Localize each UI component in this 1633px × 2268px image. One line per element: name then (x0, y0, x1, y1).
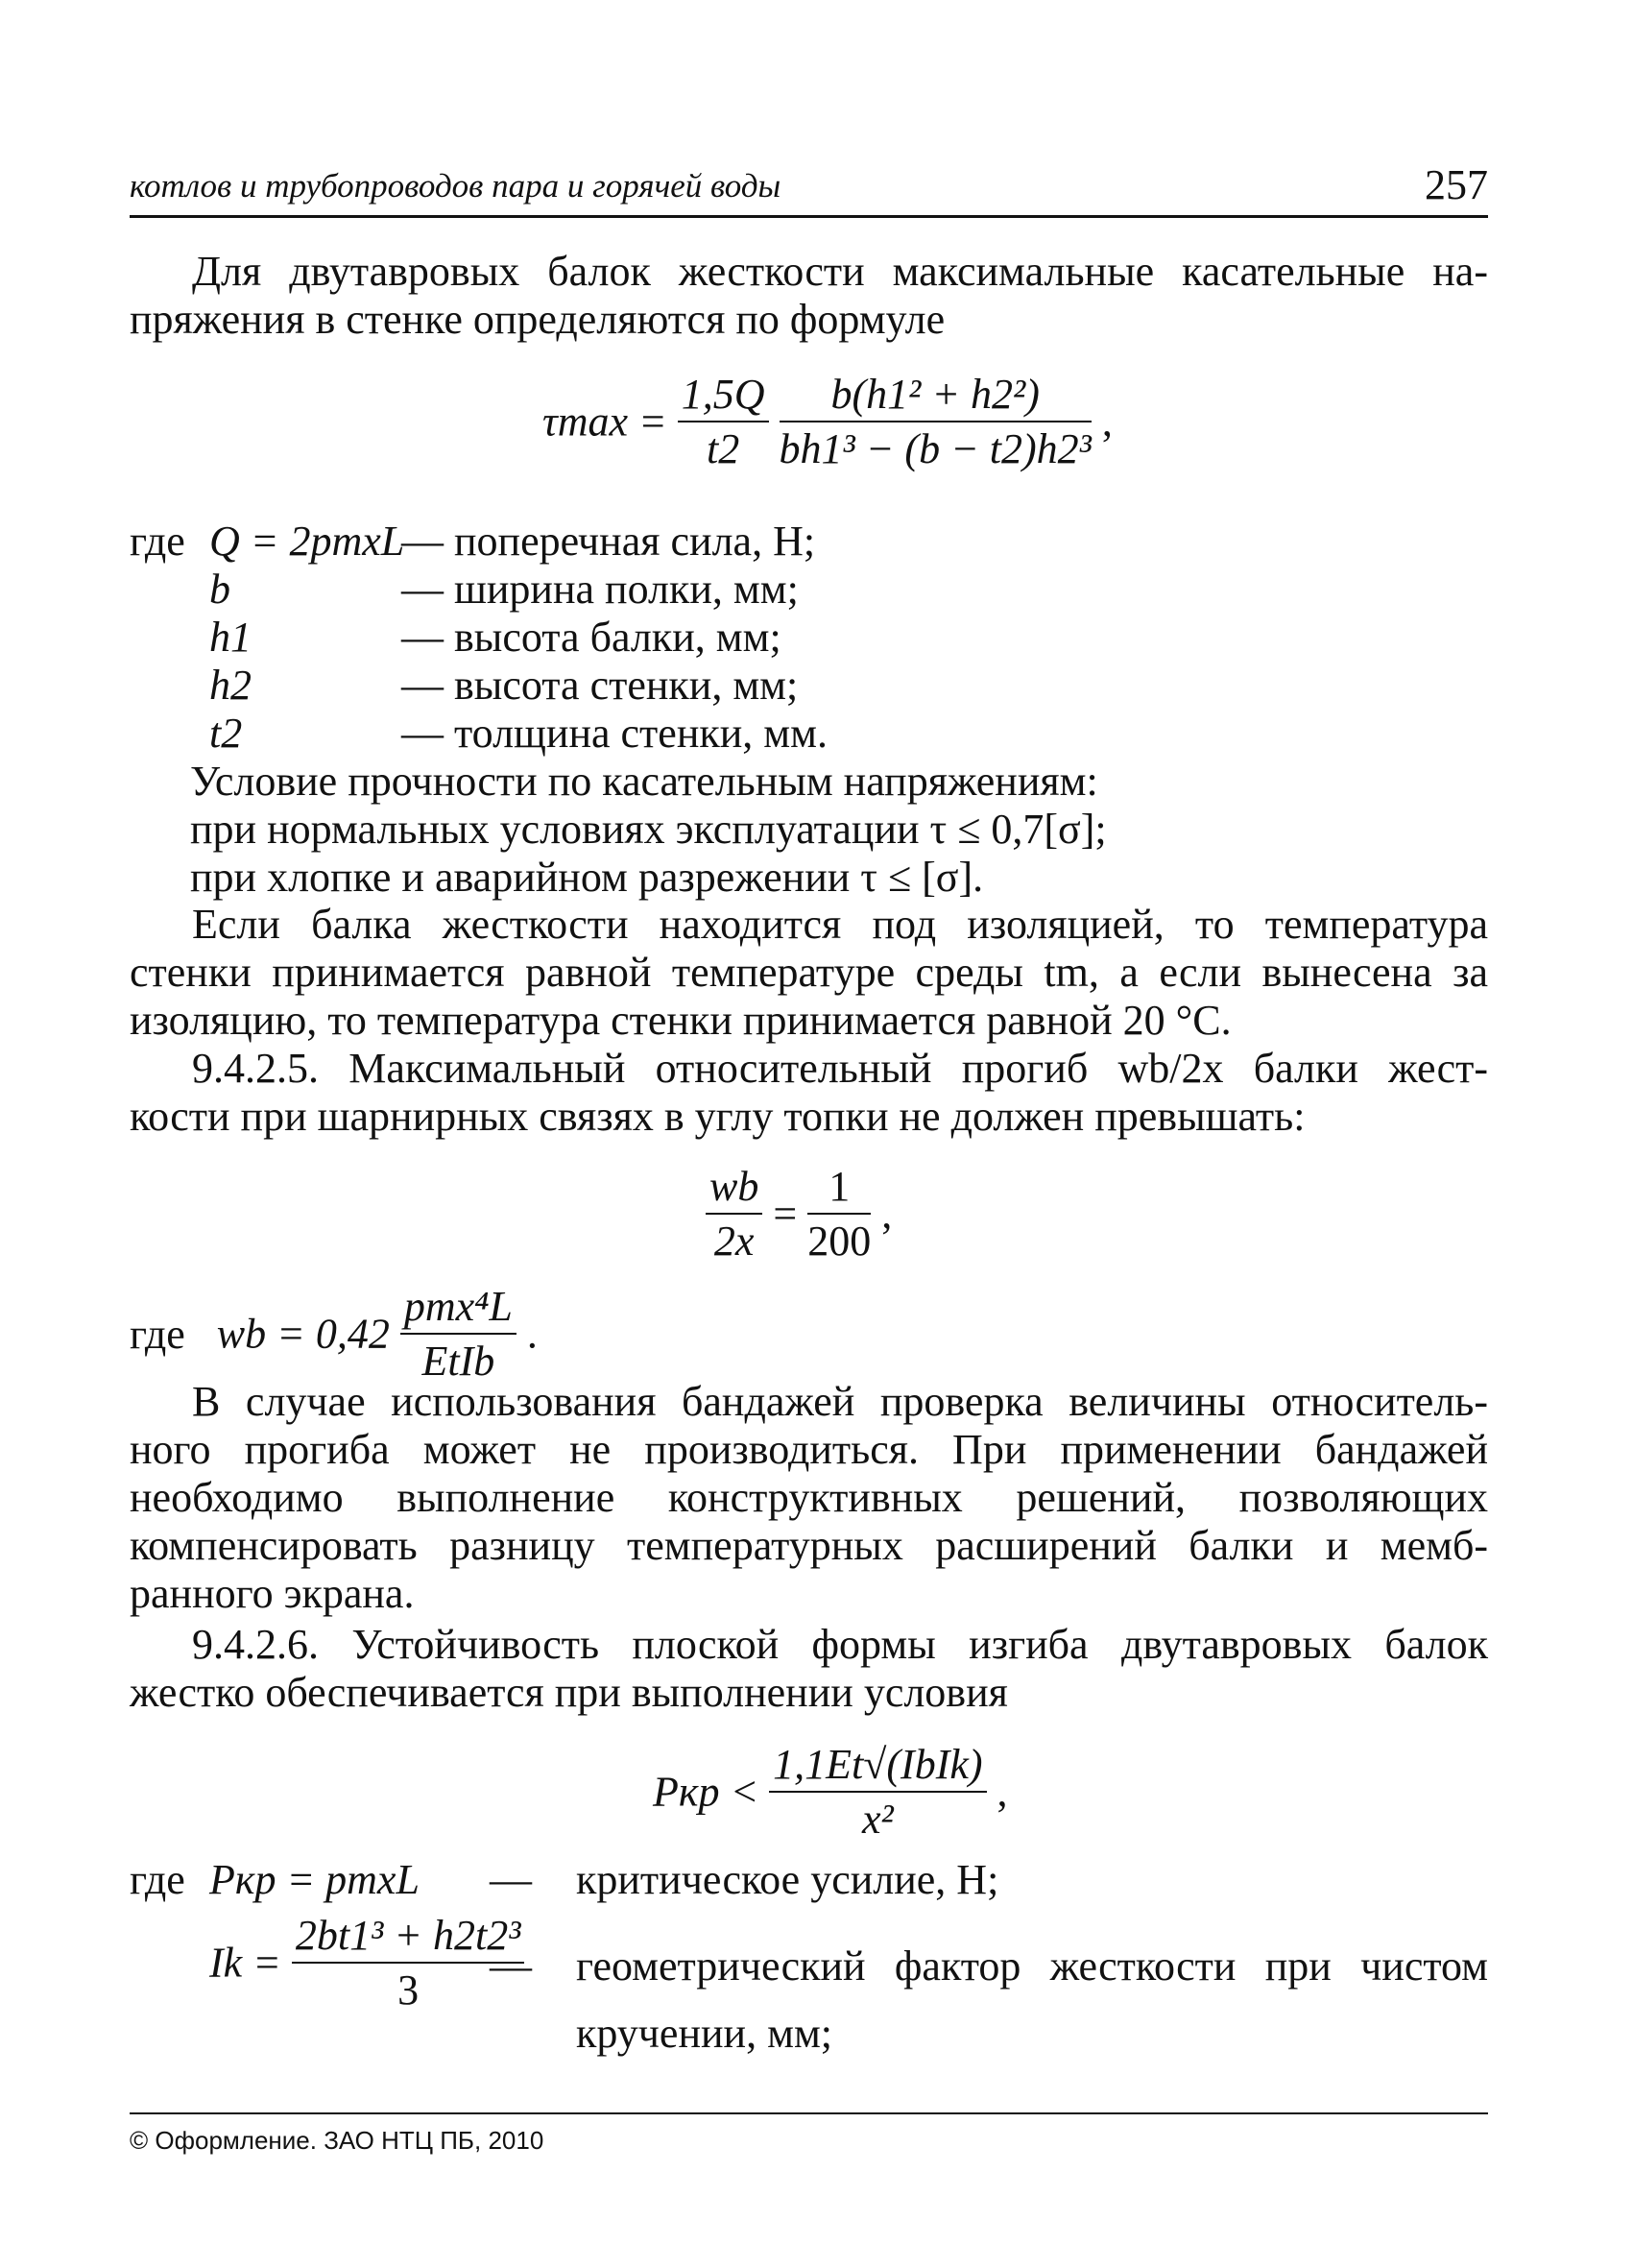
formula-deflection (706, 1162, 892, 1266)
paragraph-line: компенсировать разницу температурных расширений балки и мемб- (130, 1522, 1488, 1569)
fraction-numerator: 2bt1³ + h2t2³ (292, 1911, 525, 1964)
paragraph-line: кости при шарнирных связях в углу топки не должен превышать: (130, 1093, 1306, 1140)
fraction-numerator: 1,5Q (678, 370, 769, 422)
formula-punctuation: , (1101, 398, 1113, 446)
footer-copyright: © Оформление. ЗАО НТЦ ПБ, 2010 (130, 2126, 544, 2155)
fraction-numerator: pтx⁴L (400, 1282, 516, 1335)
footer-rule (130, 2112, 1488, 2114)
fraction-denominator: bh1³ − (b − t2)h2³ (779, 425, 1092, 472)
def-symbol: h2 (209, 662, 252, 709)
def-symbol: t2 (209, 710, 243, 757)
formula-lhs: wb = 0,42 (216, 1310, 390, 1358)
fraction (769, 1740, 986, 1844)
paragraph-line: ранного экрана. (130, 1570, 415, 1617)
formula-lhs: τmax = (542, 398, 667, 446)
paragraph-line: изоляцию, то температура стенки принимается равной 20 °С. (130, 997, 1232, 1044)
paragraph-line: стенки принимается равной температуре среды tm, а если вынесена за (130, 949, 1488, 996)
paragraph-line: необходимо выполнение конструктивных решений, позволяющих (130, 1474, 1488, 1521)
formula-punctuation: . (526, 1310, 538, 1358)
def-text: кручении, мм; (576, 2010, 833, 2057)
page-number: 257 (1425, 161, 1488, 208)
paragraph-line: В случае использования бандажей проверка величины относитель- (192, 1378, 1488, 1425)
paragraph-line: 9.4.2.5. Максимальный относительный прогиб wb/2x балки жест- (192, 1045, 1488, 1092)
paragraph-line: жестко обеспечивается при выполнении условия (130, 1669, 1008, 1716)
paragraph-line: Для двутавровых балок жесткости максимальные касательные на- (192, 248, 1488, 295)
paragraph-line: Если балка жесткости находится под изоляцией, то температура (192, 901, 1488, 948)
paragraph-line: 9.4.2.6. Устойчивость плоской формы изгиба двутавровых балок (192, 1621, 1488, 1668)
fraction-denominator: x² (861, 1796, 894, 1843)
fraction (400, 1282, 516, 1386)
condition-title: Условие прочности по касательным напряжениям: (190, 758, 1098, 805)
fraction-numerator: 1,1Et√(IbIk) (769, 1740, 986, 1793)
fraction-denominator: t2 (707, 425, 740, 472)
fraction-denominator: EtIb (421, 1338, 495, 1385)
formula-punctuation: , (881, 1190, 893, 1238)
formula-pkr (653, 1740, 1008, 1844)
def-symbol: Pкр = pтxL (209, 1856, 420, 1903)
fraction (706, 1162, 762, 1266)
fraction-denominator: 2x (713, 1218, 755, 1265)
formula-lhs: Pкр < (653, 1768, 759, 1816)
formula-tau-max (542, 370, 1113, 473)
def-symbol: b (209, 566, 230, 613)
where-label: где (130, 1856, 185, 1903)
fraction (678, 370, 769, 473)
fraction-numerator: wb (706, 1162, 762, 1215)
def-text: — высота балки, мм; (401, 614, 781, 661)
def-text: — высота стенки, мм; (401, 662, 799, 709)
def-dash: — (490, 1942, 532, 1990)
condition-normal: при нормальных условиях эксплуатации τ ≤ 0,7[σ]; (190, 806, 1107, 853)
paragraph-line: ного прогиба может не производиться. При применении бандажей (130, 1426, 1488, 1473)
formula-equals: = (773, 1190, 798, 1238)
formula-ik (209, 1911, 524, 2015)
def-dash: — (490, 1856, 532, 1903)
fraction-denominator: 200 (807, 1218, 872, 1265)
paragraph-line: пряжения в стенке определяются по формуле (130, 296, 946, 343)
def-symbol: Q = 2pтxL (209, 518, 405, 565)
def-text: — поперечная сила, Н; (401, 518, 816, 565)
fraction (807, 1162, 871, 1266)
running-header (130, 161, 1488, 218)
formula-wb (130, 1282, 538, 1386)
where-label: где (130, 518, 185, 565)
formula-lhs: Ik = (209, 1939, 281, 1987)
def-symbol: h1 (209, 614, 252, 661)
formula-punctuation: , (997, 1768, 1008, 1816)
where-label: где (130, 1310, 185, 1358)
fraction-numerator: 1 (807, 1162, 871, 1215)
fraction-denominator: 3 (397, 1966, 420, 2014)
def-text: — толщина стенки, мм. (401, 710, 828, 757)
def-text: — ширина полки, мм; (401, 566, 799, 613)
def-text: критическое усилие, Н; (576, 1856, 999, 1903)
fraction-numerator: b(h1² + h2²) (780, 370, 1092, 422)
running-title: котлов и трубопроводов пара и горячей воды (130, 167, 781, 205)
condition-emergency: при хлопке и аварийном разрежении τ ≤ [σ]. (190, 854, 984, 901)
fraction (780, 370, 1092, 473)
def-text: геометрический фактор жесткости при чистом (576, 1942, 1488, 1990)
